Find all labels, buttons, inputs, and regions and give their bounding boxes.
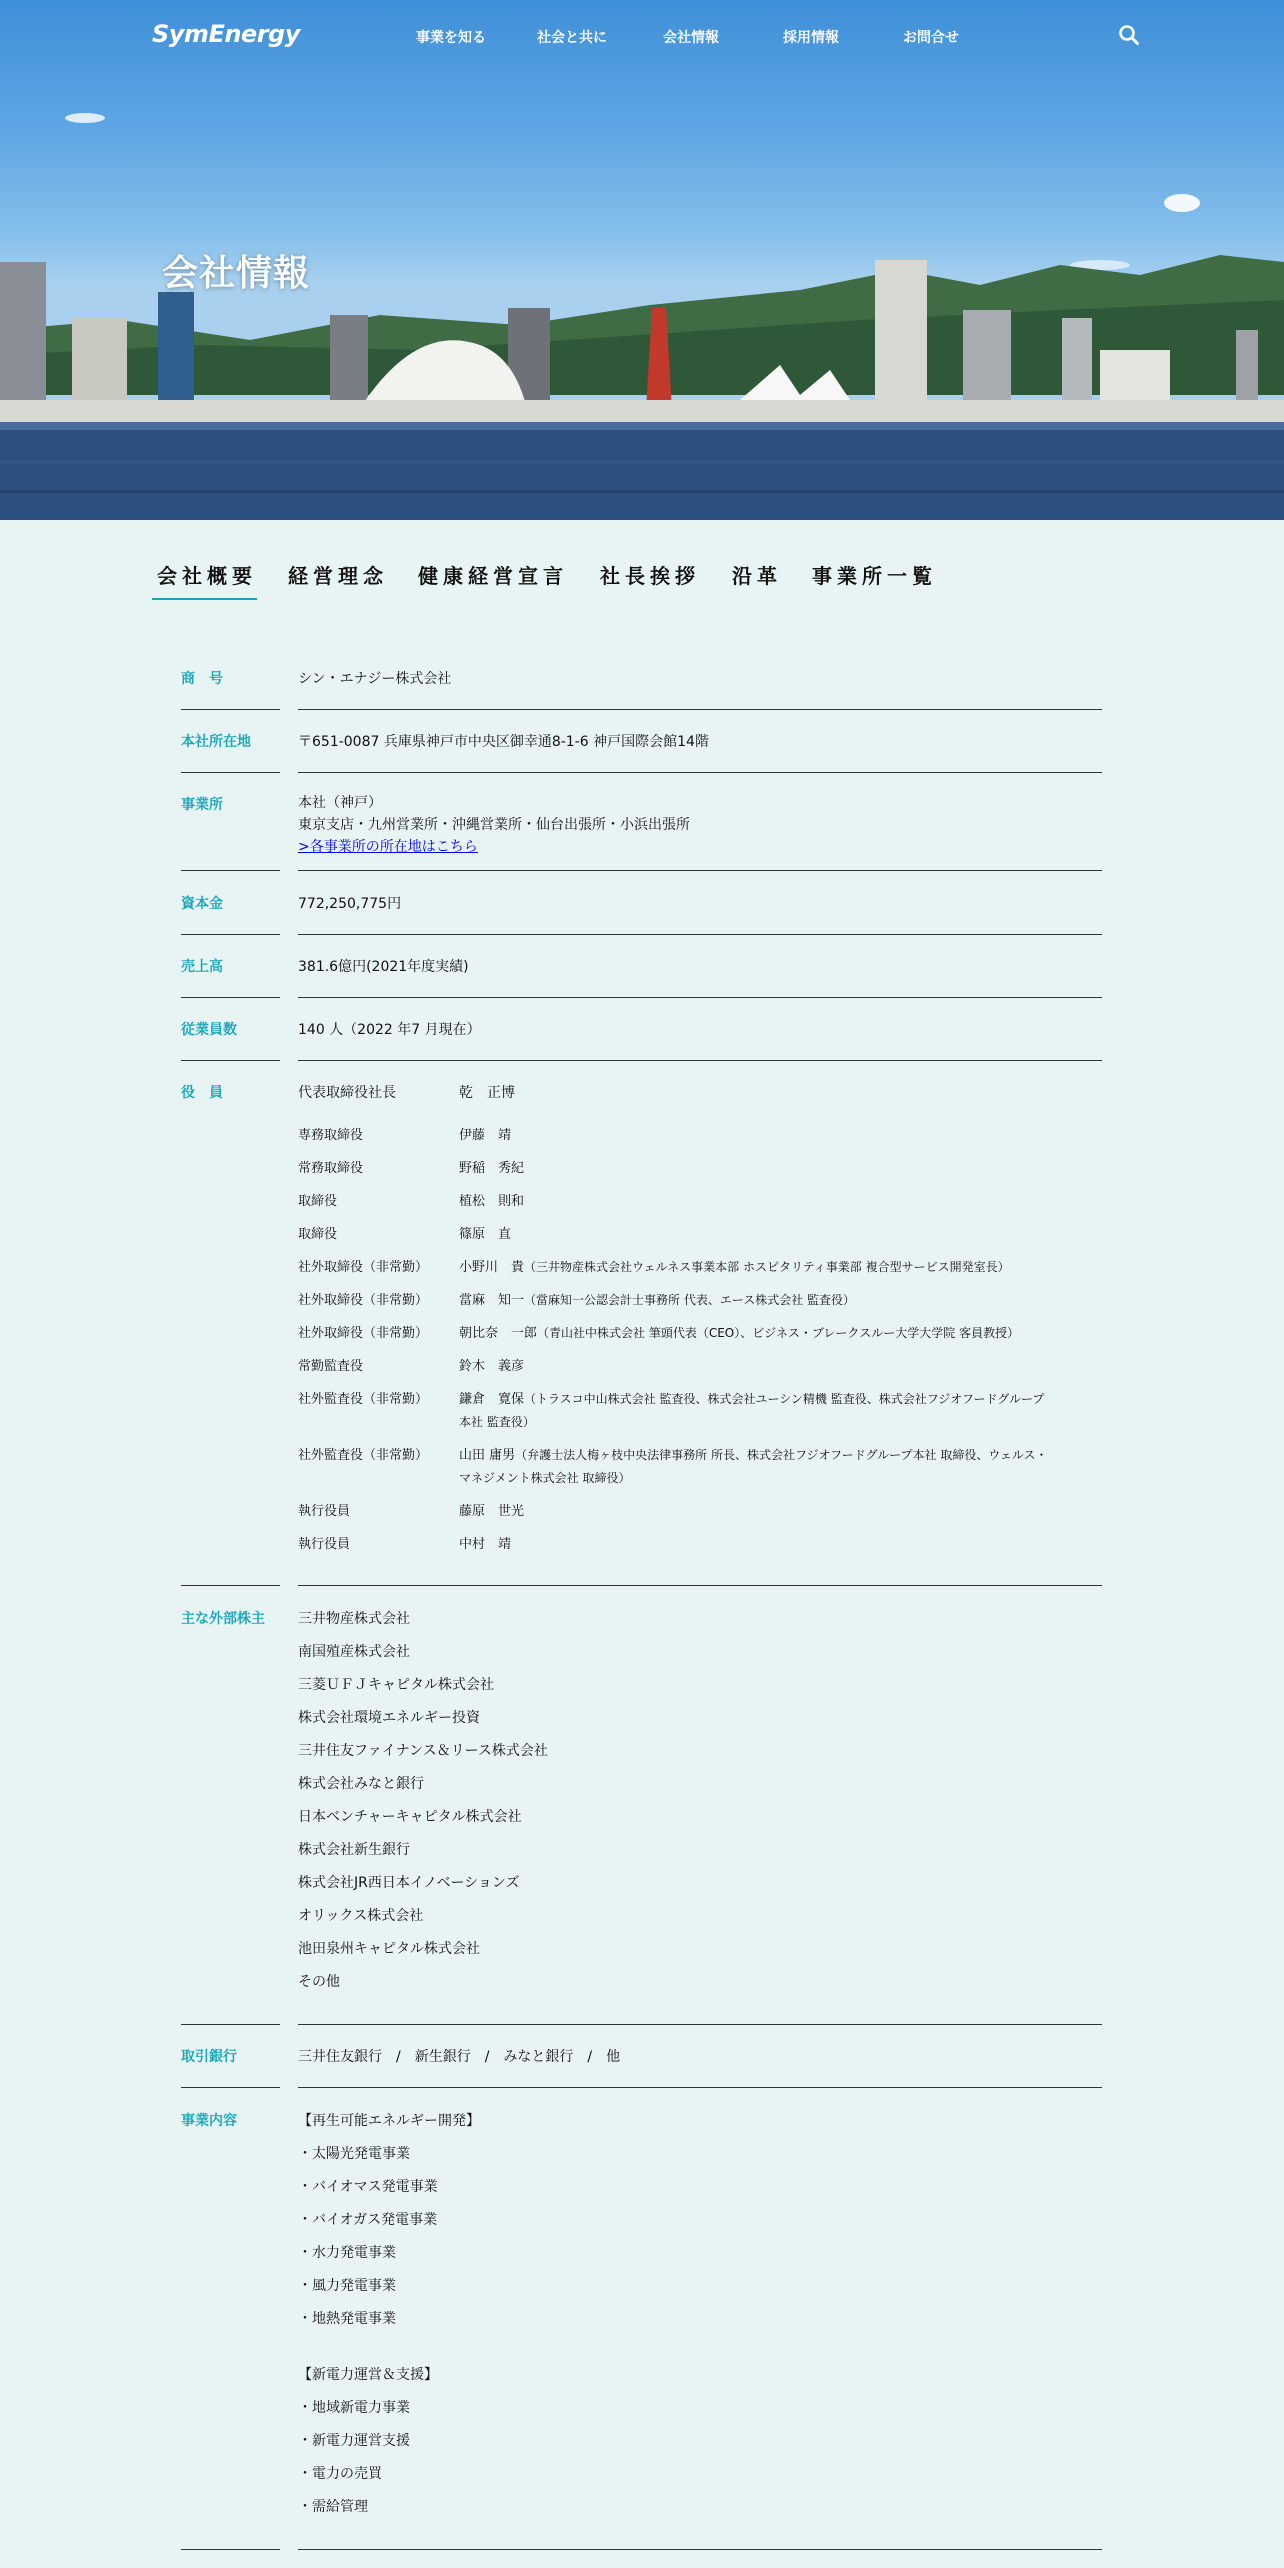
officer-role: 社外監査役（非常勤） <box>298 1392 429 1407</box>
row-label-offices: 事業所 <box>181 797 223 813</box>
shareholder-item: 日本ベンチャーキャピタル株式会社 <box>298 1809 522 1825</box>
nav-item-recruit[interactable]: 採用情報 <box>783 30 839 46</box>
officer-name: 野稲 秀紀 <box>459 1161 525 1176</box>
business-item: ・需給管理 <box>298 2499 368 2515</box>
tab-offices[interactable]: 事業所一覧 <box>812 564 937 588</box>
business-group-new-power: 【新電力運営＆支援】 <box>298 2367 438 2383</box>
offices-hq: 本社（神戸） <box>298 795 382 811</box>
row-divider <box>181 2024 280 2025</box>
row-divider <box>181 1585 280 1586</box>
shareholder-item: その他 <box>298 1974 340 1990</box>
row-label-sales: 売上高 <box>181 959 223 975</box>
row-divider <box>298 1060 1102 1061</box>
officer-note: （弁護士法人梅ヶ枝中央法律事務所 所長、株式会社フジオフードグループ本社 取締役、ウェルス・ <box>515 1448 1048 1462</box>
row-label-hq: 本社所在地 <box>181 734 251 750</box>
nav-item-contact[interactable]: お問合せ <box>903 30 959 46</box>
officer-role: 常務取締役 <box>298 1161 364 1176</box>
business-item: ・バイオガス発電事業 <box>298 2212 438 2228</box>
capital-value: 772,250,775円 <box>298 896 402 912</box>
business-item: ・新電力運営支援 <box>298 2433 410 2449</box>
tab-health-declaration[interactable]: 健康経営宣言 <box>418 564 568 588</box>
officer-name: 鈴木 義彦 <box>459 1359 525 1374</box>
officer-name <box>459 1388 1044 1434</box>
row-divider <box>298 934 1102 935</box>
officer-name: 中村 靖 <box>459 1537 512 1552</box>
nav-item-company[interactable]: 会社情報 <box>663 30 719 46</box>
row-divider <box>298 2549 1102 2550</box>
officer-role: 社外取締役（非常勤） <box>298 1293 429 1308</box>
row-divider <box>181 1060 280 1061</box>
shareholder-item: 株式会社みなと銀行 <box>298 1776 424 1792</box>
business-item: ・電力の売買 <box>298 2466 382 2482</box>
shareholder-item: 池田泉州キャピタル株式会社 <box>298 1941 480 1957</box>
hq-address: 〒651-0087 兵庫県神戸市中央区御幸通8-1-6 神戸国際会館14階 <box>298 734 709 750</box>
row-divider <box>181 2087 280 2088</box>
shareholder-item: 三菱ＵＦＪキャピタル株式会社 <box>298 1677 494 1693</box>
officer-note: （三井物産株式会社ウェルネス事業本部 ホスピタリティ事業部 複合型サービス開発室長） <box>524 1260 1010 1274</box>
employees-value: 140 人（2022 年7 月現在） <box>298 1022 481 1038</box>
row-label-employees: 従業員数 <box>181 1022 237 1038</box>
global-nav <box>0 0 1284 72</box>
search-icon[interactable] <box>1118 24 1140 46</box>
officer-note-cont: 本社 監査役） <box>459 1415 535 1429</box>
row-divider <box>181 709 280 710</box>
officer-note: （當麻知一公認会計士事務所 代表、エース株式会社 監査役） <box>524 1293 856 1307</box>
shareholder-item: 三井住友ファイナンス＆リース株式会社 <box>298 1743 548 1759</box>
officer-role: 執行役員 <box>298 1504 351 1519</box>
row-divider <box>181 934 280 935</box>
row-divider <box>181 772 280 773</box>
row-label-capital: 資本金 <box>181 896 223 912</box>
officer-role: 社外監査役（非常勤） <box>298 1448 429 1463</box>
officer-name-text: 朝比奈 一郎 <box>459 1326 538 1341</box>
shareholder-item: 三井物産株式会社 <box>298 1611 410 1627</box>
business-group-renewable: 【再生可能エネルギー開発】 <box>298 2113 480 2129</box>
officer-name <box>459 1322 1019 1341</box>
officer-note-cont: マネジメント株式会社 取締役） <box>459 1471 631 1485</box>
row-label-banks: 取引銀行 <box>181 2049 237 2065</box>
row-label-shareholders: 主な外部株主 <box>181 1611 265 1627</box>
row-divider <box>298 2087 1102 2088</box>
officer-role: 代表取締役社長 <box>298 1085 396 1101</box>
shareholder-item: 南国殖産株式会社 <box>298 1644 410 1660</box>
officer-name <box>459 1289 855 1308</box>
shareholder-item: オリックス株式会社 <box>298 1908 424 1924</box>
business-item: ・太陽光発電事業 <box>298 2146 410 2162</box>
row-divider <box>298 997 1102 998</box>
officer-role: 社外取締役（非常勤） <box>298 1260 429 1275</box>
officer-name: 篠原 直 <box>459 1227 512 1242</box>
shareholder-item: 株式会社新生銀行 <box>298 1842 410 1858</box>
row-divider <box>298 870 1102 871</box>
tab-philosophy[interactable]: 経営理念 <box>288 564 388 588</box>
officer-name-text: 小野川 貴 <box>459 1260 525 1275</box>
sales-value: 381.6億円(2021年度実績) <box>298 959 469 975</box>
officer-role: 常勤監査役 <box>298 1359 364 1374</box>
row-divider <box>181 997 280 998</box>
officer-role: 取締役 <box>298 1227 338 1242</box>
company-name: シン・エナジー株式会社 <box>298 671 452 687</box>
shareholder-item: 株式会社JR西日本イノベーションズ <box>298 1875 520 1891</box>
row-divider <box>298 2024 1102 2025</box>
officer-role: 執行役員 <box>298 1537 351 1552</box>
row-divider <box>298 709 1102 710</box>
offices-value <box>298 792 690 858</box>
business-item: ・水力発電事業 <box>298 2245 396 2261</box>
business-item: ・風力発電事業 <box>298 2278 396 2294</box>
tab-overview[interactable]: 会社概要 <box>157 564 257 588</box>
officer-name: 植松 則和 <box>459 1194 525 1209</box>
row-label-business: 事業内容 <box>181 2113 237 2129</box>
page-title: 会社情報 <box>162 253 311 294</box>
row-label-name: 商 号 <box>181 671 223 687</box>
officer-name: 乾 正博 <box>459 1085 515 1101</box>
hero-banner <box>0 0 1284 520</box>
row-divider <box>298 772 1102 773</box>
shareholder-item: 株式会社環境エネルギー投資 <box>298 1710 480 1726</box>
business-item: ・バイオマス発電事業 <box>298 2179 438 2195</box>
tab-history[interactable]: 沿革 <box>732 564 782 588</box>
officer-role: 取締役 <box>298 1194 338 1209</box>
officer-name-text: 山田 庸男 <box>459 1448 516 1463</box>
offices-branches: 東京支店・九州営業所・沖縄営業所・仙台出張所・小浜出張所 <box>298 817 690 833</box>
officer-role: 社外取締役（非常勤） <box>298 1326 429 1341</box>
officer-name-text: 當麻 知一 <box>459 1293 525 1308</box>
symenergy-logo[interactable]: SymEnergy <box>152 20 300 48</box>
business-item: ・地熱発電事業 <box>298 2311 396 2327</box>
row-divider <box>181 2549 280 2550</box>
officer-note: （青山社中株式会社 筆頭代表（CEO）、ビジネス・ブレークスルー大学大学院 客員教授） <box>537 1326 1020 1340</box>
officer-name: 伊藤 靖 <box>459 1128 512 1143</box>
banks-value: 三井住友銀行 / 新生銀行 / みなと銀行 / 他 <box>298 2049 621 2065</box>
officer-name <box>459 1256 1010 1275</box>
nav-item-society[interactable]: 社会と共に <box>537 30 607 46</box>
officer-note: （トラスコ中山株式会社 監査役、株式会社ユーシン精機 監査役、株式会社フジオフードグループ <box>524 1392 1045 1406</box>
nav-item-business[interactable]: 事業を知る <box>416 30 486 46</box>
officer-name-text: 鎌倉 寛保 <box>459 1392 525 1407</box>
officer-name <box>459 1444 1048 1490</box>
officer-role: 専務取締役 <box>298 1128 364 1143</box>
tab-message[interactable]: 社長挨拶 <box>600 564 700 588</box>
row-divider <box>181 870 280 871</box>
row-divider <box>298 1585 1102 1586</box>
offices-link[interactable]: >各事業所の所在地はこちら <box>298 839 478 855</box>
officer-name: 藤原 世光 <box>459 1504 525 1519</box>
active-tab-indicator <box>152 598 257 600</box>
row-label-officers: 役 員 <box>181 1085 223 1101</box>
business-item: ・地域新電力事業 <box>298 2400 410 2416</box>
